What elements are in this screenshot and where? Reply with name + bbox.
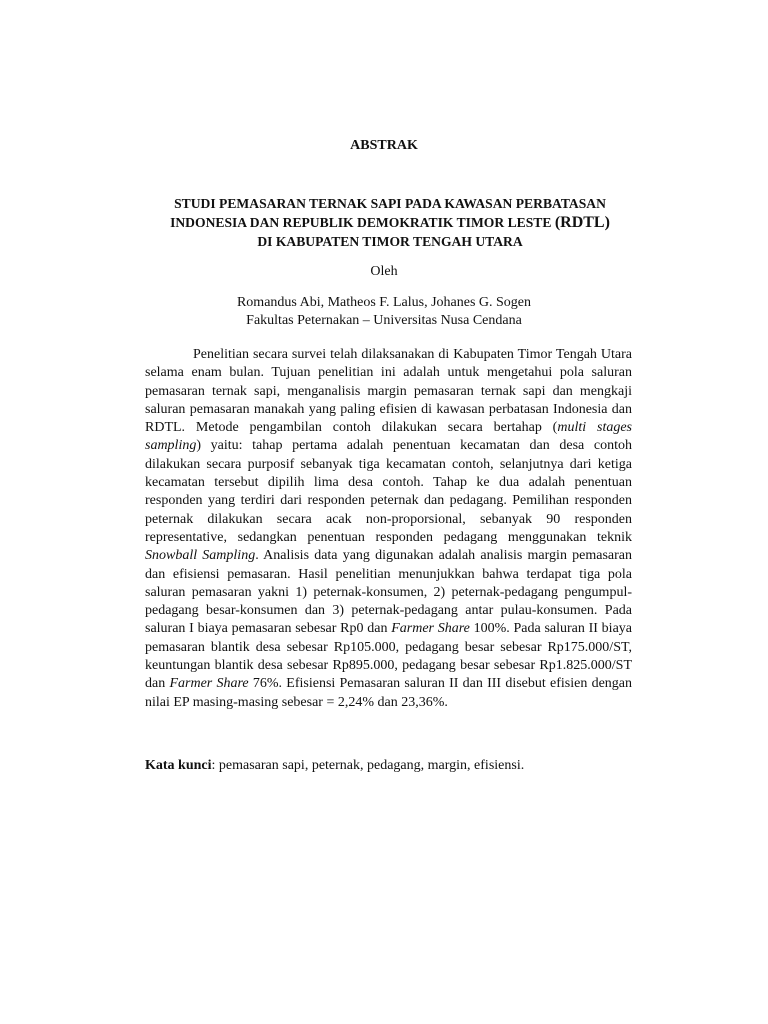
- abstract-italic-2: Snowball Sampling: [145, 548, 256, 564]
- abstract-text-5: 76%. Efisiensi Pemasaran saluran II dan III disebut efisien dengan nilai EP masing-masing sebesar = 2,24% dan 23,36%.: [145, 676, 633, 710]
- by-label: Oleh: [370, 264, 398, 279]
- title-line-2-text: INDONESIA DAN REPUBLIK DEMOKRATIK TIMOR LESTE: [170, 215, 555, 230]
- abstract-text-4: 100%. Pada saluran II biaya pemasaran blantik desa sebesar Rp105.000, pedagang besar sebesar Rp175.000/ST, keuntungan blantik desa sebesar Rp895.000, pedagang besar sebesar Rp1.825.000/ST dan: [145, 621, 633, 692]
- paper-title: [130, 194, 650, 251]
- abstract-heading: ABSTRAK: [350, 138, 418, 153]
- keywords-text: : pemasaran sapi, peternak, pedagang, margin, efisiensi.: [211, 758, 525, 773]
- authors: Romandus Abi, Matheos F. Lalus, Johanes G. Sogen: [236, 295, 532, 310]
- abstract-text-2: ) yaitu: tahap pertama adalah penentuan kecamatan dan desa contoh dilakukan secara purposif sebanyak tiga kecamatan contoh, selanjutnya dari ketiga kecamatan tersebut dipilih lima desa contoh. Tahap ke dua adalah penentuan responden yang terdiri dari responden peternak dan pedagang. Pemilihan responden peternak dilakukan secara acak non-proporsional, sebanyak 90 responden representative, sedangkan penentuan responden pedagang menggunakan teknik: [145, 438, 632, 545]
- title-line-2: [130, 213, 650, 232]
- title-line-1: STUDI PEMASARAN TERNAK SAPI PADA KAWASAN PERBATASAN: [174, 196, 606, 211]
- title-line-3: DI KABUPATEN TIMOR TENGAH UTARA: [257, 234, 523, 249]
- affiliation: Fakultas Peternakan – Universitas Nusa Cendana: [246, 313, 522, 328]
- title-line-2-acronym: (RDTL): [554, 214, 610, 231]
- abstract-text-1: Penelitian secara survei telah dilaksanakan di Kabupaten Timor Tengah Utara selama enam bulan. Tujuan penelitian ini adalah untuk mengetahui pola saluran pemasaran ternak sapi, menganalisis margin pemasaran ternak sapi dan mengkaji saluran pemasaran manakah yang paling efisien di kawasan perbatasan Indonesia dan RDTL. Metode pengambilan contoh dilakukan secara bertahap (: [145, 347, 632, 436]
- keywords: [145, 758, 632, 774]
- abstract-italic-1: multi stages sampling: [145, 420, 632, 454]
- abstract-italic-3: Farmer Share: [391, 621, 470, 637]
- abstract-italic-4: Farmer Share: [169, 676, 249, 692]
- abstract-body: [145, 346, 632, 712]
- abstract-paragraph: [145, 346, 632, 712]
- keywords-label: Kata kunci: [145, 758, 212, 773]
- abstract-text-3: . Analisis data yang digunakan adalah analisis margin pemasaran dan efisiensi pemasaran. Hasil penelitian menunjukkan bahwa terdapat tiga pola saluran pemasaran yakni 1) peternak-konsumen, 2) peternak-pedagang pengumpul-pedagang besar-konsumen dan 3) peternak-pedagang antar pulau-konsumen. Pada saluran I biaya pemasaran sebesar Rp0 dan: [145, 548, 632, 637]
